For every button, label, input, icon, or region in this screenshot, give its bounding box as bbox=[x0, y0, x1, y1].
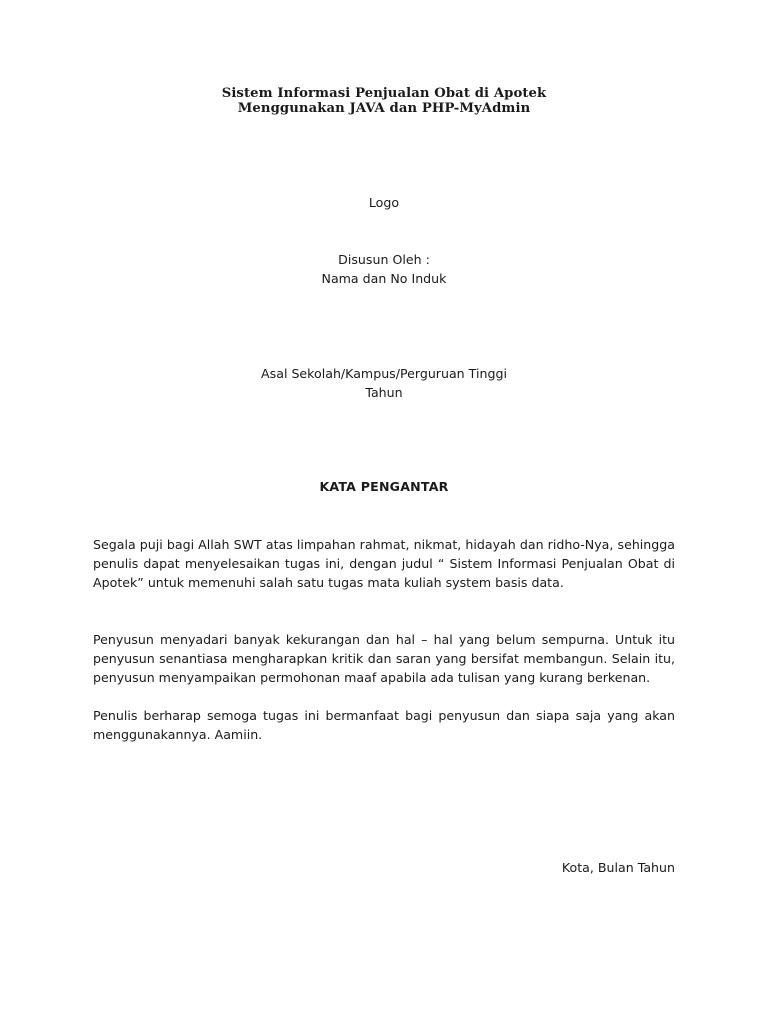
author-label: Disusun Oleh : bbox=[338, 252, 430, 267]
title-line-2: Menggunakan JAVA dan PHP-MyAdmin bbox=[237, 101, 531, 116]
document-title bbox=[0, 86, 768, 116]
author-block bbox=[0, 250, 768, 288]
section-heading: KATA PENGANTAR bbox=[319, 479, 449, 494]
logo-placeholder: Logo bbox=[368, 195, 400, 210]
signature-place-date: Kota, Bulan Tahun bbox=[561, 860, 675, 875]
paragraph-3: Penulis berharap semoga tugas ini bermanfaat bagi penyusun dan siapa saja yang akan menggunakannya. Aamiin. bbox=[93, 708, 675, 742]
institution-name: Asal Sekolah/Kampus/Perguruan Tinggi bbox=[261, 366, 507, 381]
paragraph-1: Segala puji bagi Allah SWT atas limpahan rahmat, nikmat, hidayah dan ridho-Nya, sehingga penulis dapat menyelesaikan tugas ini, dengan judul “ Sistem Informasi Penjualan Obat di Apotek” untuk memenuhi salah satu tugas mata kuliah system basis data. bbox=[93, 537, 675, 590]
paragraph-2: Penyusun menyadari banyak kekurangan dan hal – hal yang belum sempurna. Untuk itu penyusun senantiasa mengharapkan kritik dan saran yang bersifat membangun. Selain itu, penyusun menyampaikan permohonan maaf apabila ada tulisan yang kurang berkenan. bbox=[93, 632, 675, 685]
author-name: Nama dan No Induk bbox=[321, 271, 447, 286]
title-line-1: Sistem Informasi Penjualan Obat di Apotek bbox=[221, 86, 547, 101]
institution-year: Tahun bbox=[365, 385, 403, 400]
institution-block bbox=[0, 364, 768, 402]
